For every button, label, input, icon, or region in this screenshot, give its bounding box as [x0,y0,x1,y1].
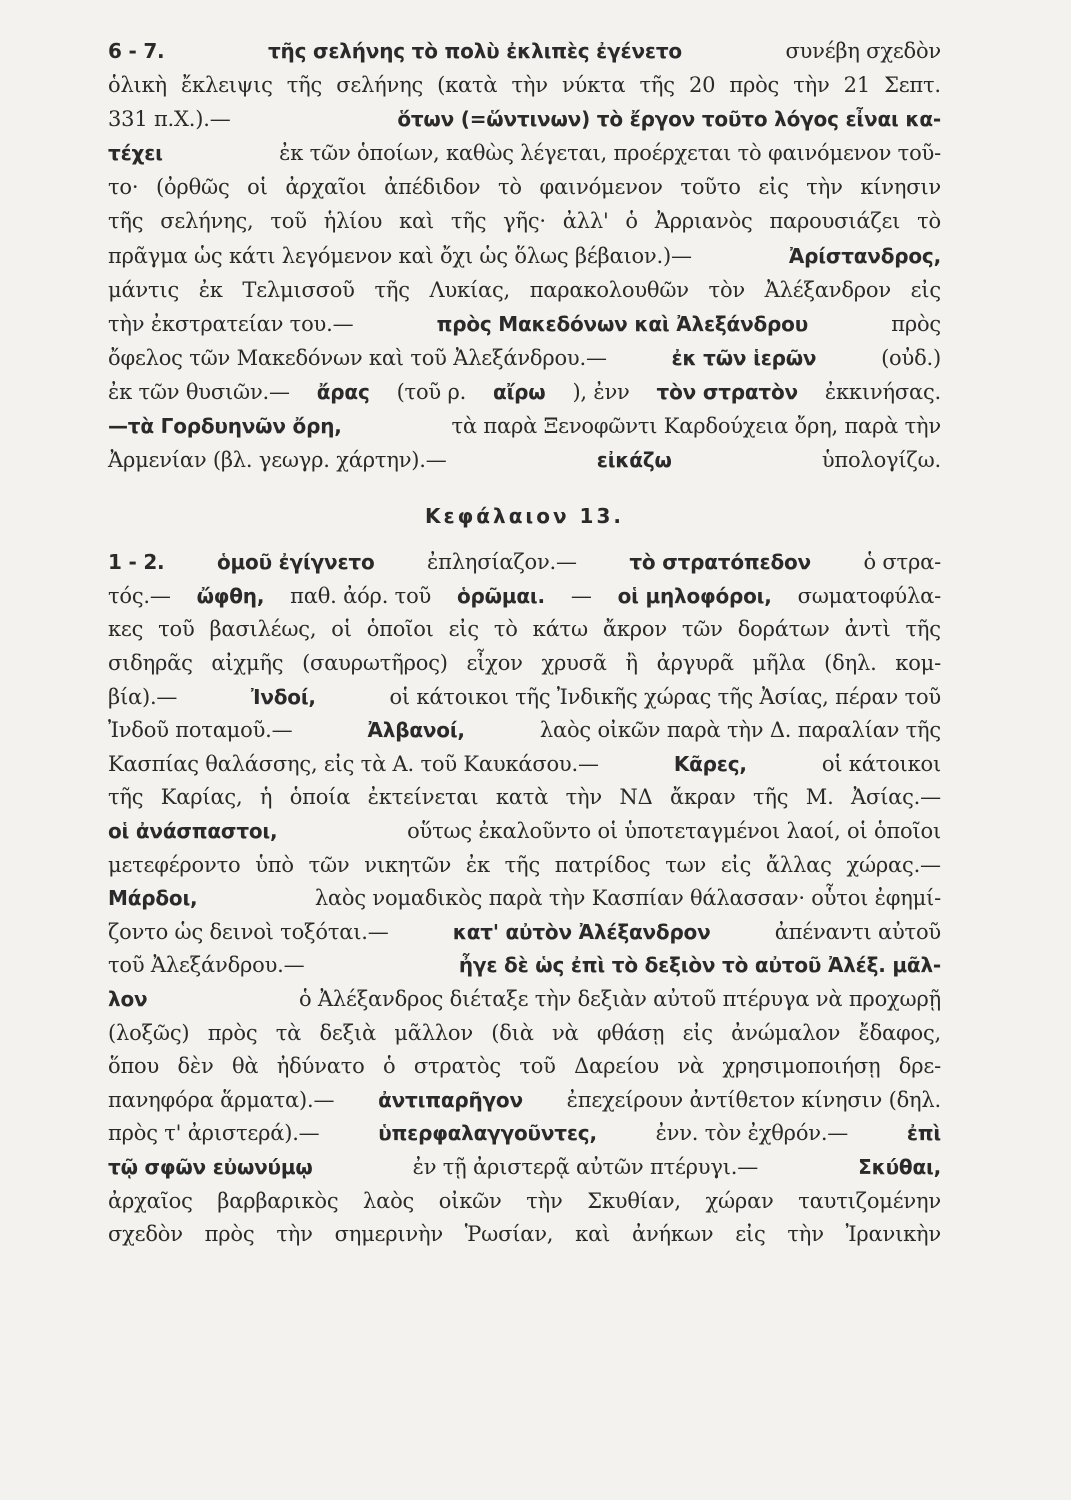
word: τοῦ [519,1054,556,1079]
word: ὁλικὴ [108,73,167,98]
word: (διὰ [491,1020,534,1045]
word: μάντις [108,277,180,302]
word: ἀντὶ [844,617,891,642]
text-run: (τοῦ ρ. [396,379,467,404]
word: βασιλέως, [209,617,317,642]
word: μετεφέροντο [108,852,241,877]
text-run: οὕτως ἐκαλοῦντο οἱ ὑποτεταγμένοι λαοί, οἱ ὁποῖοι [407,818,941,843]
word: τοῦ [270,209,307,234]
word: Καρίας, [160,785,243,810]
word: Ἀλέξανδρον [764,277,891,302]
text-line [108,1184,941,1218]
text-line [108,136,941,170]
word: ὁ [382,1054,396,1079]
word: κάτω [532,617,588,642]
text-run: ἐπλησίαζον.— [427,550,577,575]
word: ταυτιζομένην [798,1188,941,1213]
bold-term: Σκύθαι, [858,1154,941,1179]
word: σελήνης, [160,209,254,234]
text-run: λαὸς νομαδικὸς παρὰ τὴν Κασπίαν θάλασσαν· οὗτοι ἐφημί- [314,886,941,911]
text-line [108,239,941,273]
bold-term: ὑπερφαλαγγοῦντες, [378,1121,597,1146]
text-line [108,1049,941,1083]
bold-term: τῆς σελήνης τὸ πολὺ ἐκλιπὲς ἐγένετο [267,39,682,63]
text-run: ἐκ τῶν θυσιῶν.— [108,379,290,404]
word: οἱ [247,175,268,200]
text-run: ἐνν. τὸν ἐχθρόν.— [655,1121,849,1146]
word: τῆς [504,852,541,877]
text-run: συνέβη σχεδὸν [785,39,941,63]
word: νύκτα [561,73,626,98]
text-run: ἐπεχείρουν ἀντίθετον κίνησιν (δηλ. [566,1087,941,1112]
text-line [108,1083,941,1117]
text-run: πρὸς [891,311,941,336]
word: ὁ [625,209,638,234]
text-line [108,409,941,443]
text-run: βία).— [108,684,178,709]
word: νικητῶν [364,852,452,877]
word: τὴν [787,1222,824,1247]
word: τὴν [793,73,830,98]
text-line [108,1116,941,1150]
bold-term: τὸ στρατόπεδον [629,550,811,575]
word: εἰς [735,1222,766,1247]
text-line [108,814,941,848]
text-run: ἐν τῇ ἀριστερᾷ αὐτῶν πτέρυγι.— [412,1154,759,1179]
bold-term: οἱ μηλοφόροι, [617,583,772,608]
word: εἰς [758,175,789,200]
word: ἀνήκων [632,1222,714,1247]
word: ἠδύνατο [276,1054,365,1079]
word: τὴν [511,73,548,98]
word: ἀπέδιδον [384,175,481,200]
text-line [108,68,941,102]
word: παρουσιάζει [769,209,901,234]
word: τοῦ [158,617,195,642]
text-run: ὑπολογίζω. [821,448,941,473]
bold-term: ὁρῶμαι. [457,583,545,608]
text-run: ), ἐνν [572,379,630,404]
text-line [108,443,941,477]
word: τὴν [806,175,843,200]
word: οἱ [331,617,352,642]
word: ἐκτείνεται [367,785,479,810]
word: (ὀρθῶς [156,175,230,200]
bold-term: ἄρας [316,379,370,404]
word: ἄκραν [669,785,736,810]
word: (δηλ. [824,651,877,675]
word: καὶ [575,1222,611,1247]
text-line [108,34,941,68]
word: εἶχον [466,651,523,675]
word: σελήνης [336,73,424,98]
bold-term: ἦγε δὲ ὡς ἐπὶ τὸ δεξιὸν τὸ αὐτοῦ Ἀλέξ. μᾶλ- [458,953,941,978]
bold-term: λον [108,986,148,1011]
text-line [108,881,941,915]
word: ἀνώμαλον [731,1020,841,1045]
word: ἀλλ' [562,209,609,234]
word: ὅπου [108,1054,160,1079]
word: τῆς [639,73,675,98]
word: τὸ [917,209,941,234]
text-run: ἀπέναντι αὐτοῦ [774,919,941,944]
word: ἐκ [198,277,223,302]
text-line [108,948,941,982]
bold-term: τῷ σφῶν εὐωνύμῳ [108,1154,313,1179]
word: τῶν [681,617,723,642]
text-run: ὁ Ἀλέξανδρος διέταξε τὴν δεξιὰν αὐτοῦ πτέρυγα νὰ προχωρῇ [299,986,941,1011]
word: βαρβαρικὸς [217,1188,339,1213]
word: μῆλα [752,651,806,675]
word: δρε- [898,1054,941,1079]
word: δὲν [177,1054,214,1079]
text-run: σωματοφύλα- [797,583,941,608]
text-line [108,273,941,307]
section-commentary-ch13 [108,545,941,1250]
text-run: (οὐδ.) [881,345,941,370]
text-run: ἐκκινήσας. [824,379,941,404]
word: σημερινὴν [334,1222,443,1247]
word: ἄλλας [765,852,832,877]
word: Σκυθίαν, [587,1188,681,1213]
word: τὸν [708,277,745,302]
word: Λυκίας, [429,277,511,302]
word: ἡ [259,785,273,810]
word: εἰς [720,852,752,877]
word: ἐκ [465,852,490,877]
word: Σεπτ. [884,73,941,98]
word: κίνησιν [860,175,941,200]
text-run: οἱ κάτοικοι [821,751,941,776]
text-run: — [570,583,592,608]
word: σχεδὸν [108,1222,183,1247]
bold-term: ὁμοῦ ἐγίγνετο [217,550,375,575]
word: των [665,852,707,877]
word: ἢ [625,651,638,675]
bold-term: οἱ ἀνάσπαστοι, [108,818,278,843]
bold-term: ὅτων (=ὥντινων) τὸ ἔργον τοῦτο λόγος εἶναι κα- [397,107,941,132]
text-line [108,545,941,579]
word: δεξιὰ [319,1020,376,1045]
text-run: πανηφόρα ἅρματα).— [108,1087,335,1112]
text-run: λαὸς οἰκῶν παρὰ τὴν Δ. παραλίαν τῆς [539,718,941,743]
word: Ἀσίας.— [851,785,941,810]
word: τῆς [108,785,144,810]
word: 20 [688,73,716,98]
bold-term: τὸν στρατὸν [656,379,798,404]
chapter-heading: Κεφάλαιον 13. [425,504,624,529]
word: Ῥωσίαν, [464,1222,554,1247]
word: ἀρχαῖοι [285,175,367,200]
bold-term: ἐκ τῶν ἱερῶν [671,345,817,370]
word: τὴν [276,1222,313,1247]
word: καὶ [399,209,435,234]
word: τῆς [374,277,410,302]
text-line [108,307,941,341]
word: τῶν [308,852,350,877]
word: φθάσῃ [596,1020,665,1045]
bold-term: Ἰνδοί, [250,684,316,709]
text-line [108,204,941,238]
text-run: πρὸς τ' ἀριστερά).— [108,1121,320,1146]
text-line [108,982,941,1016]
text-run: Ἰνδοῦ ποταμοῦ.— [108,718,293,743]
bold-term: Ἀλβανοί, [367,718,465,743]
word: τῆς [286,73,323,98]
text-run: Ἀρμενίαν (βλ. γεωγρ. χάρτην).— [108,448,447,473]
bold-term: Κᾶρες, [673,751,747,776]
bold-term: ἐπὶ [906,1121,941,1146]
word: χώραν [705,1188,774,1213]
text-run: παθ. ἀόρ. τοῦ [290,583,432,608]
word: το· [108,175,139,200]
text-line [108,612,941,646]
word: στρατὸς [413,1054,501,1079]
text-line [108,170,941,204]
word: 21 [843,73,870,98]
text-line [108,375,941,409]
word: οἰκῶν [438,1188,502,1213]
word: Τελμισσοῦ [242,277,355,302]
text-line [108,848,941,882]
text-run: τός.— [108,583,171,608]
word: ἡλίου [323,209,383,234]
text-line [108,713,941,747]
word: νὰ [551,1020,579,1045]
word: τὴν [565,785,602,810]
text-run: ὄφελος τῶν Μακεδόνων καὶ τοῦ Ἀλεξάνδρου.— [108,345,607,370]
bold-term: ὤφθη, [196,583,265,608]
word: εἰς [682,1020,713,1045]
bold-term: αἴρω [493,379,546,404]
word: ἀρχαῖος [108,1188,193,1213]
text-run: τὴν ἐκστρατείαν του.— [108,311,354,336]
word: σιδηρᾶς [108,651,193,675]
text-line [108,747,941,781]
text-run: 331 π.Χ.).— [108,107,231,132]
word: ὑπὸ [255,852,294,877]
word: εἰς [448,617,479,642]
text-run: τὰ παρὰ Ξενοφῶντι Καρδούχεια ὄρη, παρὰ τὴν [451,414,941,439]
text-line [108,915,941,949]
word: ἔκλειψις [180,73,273,98]
word: λαὸς [363,1188,415,1213]
bold-term: 6 - 7. [108,39,165,63]
word: (λοξῶς) [108,1020,190,1045]
text-line [108,1016,941,1050]
word: μᾶλλον [394,1020,473,1045]
text-run: ἐκ τῶν ὁποίων, καθὼς λέγεται, προέρχεται τὸ φαινόμενον τοῦ- [279,141,941,166]
word: πρὸς [729,73,780,98]
word: τὰ [275,1020,302,1045]
text-line [108,646,941,680]
word: θὰ [231,1054,259,1079]
text-line [108,341,941,375]
word: τῆς [450,209,487,234]
word: τῆς [753,785,789,810]
bold-term: 1 - 2. [108,550,165,575]
word: κατὰ [495,785,549,810]
word: ἄκρον [602,617,667,642]
word: τῆς [905,617,941,642]
word: (σαυρωτῆρος) [302,651,448,675]
word: χρυσᾶ [541,651,607,675]
word: φαινόμενον [539,175,663,200]
bold-term: εἰκάζω [596,448,672,473]
word: πρὸς [204,1222,255,1247]
word: χρησιμοποιήσῃ [722,1054,881,1079]
text-run: οἱ κάτοικοι τῆς Ἰνδικῆς χώρας τῆς Ἀσίας, πέραν τοῦ [389,684,941,709]
text-line [108,1217,941,1251]
word: κομ- [895,651,941,675]
text-run: ζοντο ὡς δεινοὶ τοξόται.— [108,919,389,944]
text-run: πρᾶγμα ὡς κάτι λεγόμενον καὶ ὄχι ὡς ὅλως βέβαιον.)— [108,243,692,268]
text-line [108,102,941,136]
word: αἰχμῆς [211,651,284,675]
bold-term: πρὸς Μακεδόνων καὶ Ἀλεξάνδρου [436,311,809,336]
text-line [108,579,941,613]
section-commentary-ch12 [108,34,941,477]
word: τὸ [493,617,518,642]
text-line [108,1150,941,1184]
word: (κατὰ [437,73,498,98]
word: ἀργυρᾶ [656,651,734,675]
word: χώρας.— [846,852,941,877]
bold-term: κατ' αὐτὸν Ἀλέξανδρον [452,919,711,944]
word: εἰς [910,277,941,302]
bold-term: Μάρδοι, [108,886,198,911]
word: παρακολουθῶν [529,277,689,302]
word: τοῦτο [680,175,741,200]
word: τὴν [526,1188,563,1213]
word: πατρίδος [554,852,651,877]
text-line [108,680,941,714]
word: Δαρείου [574,1054,659,1079]
word: δοράτων [737,617,830,642]
word: γῆς· [503,209,546,234]
word: τὸ [497,175,522,200]
word: πρὸς [207,1020,258,1045]
word: τῆς [108,209,144,234]
word: ἔδαφος, [858,1020,941,1045]
text-run: Κασπίας θαλάσσης, εἰς τὰ Α. τοῦ Καυκάσου.— [108,751,599,776]
word: κες [108,617,144,642]
bold-term: τέχει [108,141,163,166]
word: Ἰρανικὴν [845,1222,941,1247]
word: Ἀρριανὸς [654,209,753,234]
word: νὰ [677,1054,704,1079]
word: ὁποῖοι [366,617,434,642]
text-run: ὁ στρα- [863,550,941,575]
text-line [108,780,941,814]
word: ΝΔ [619,785,653,810]
bold-term: Ἀρίστανδρος, [788,243,941,268]
word: ὁποία [289,785,351,810]
text-run: τοῦ Ἀλεξάνδρου.— [108,953,305,978]
bold-term: ἀντιπαρῆγον [378,1087,523,1112]
bold-term: —τὰ Γορδυηνῶν ὄρη, [108,414,342,439]
word: Μ. [805,785,834,810]
